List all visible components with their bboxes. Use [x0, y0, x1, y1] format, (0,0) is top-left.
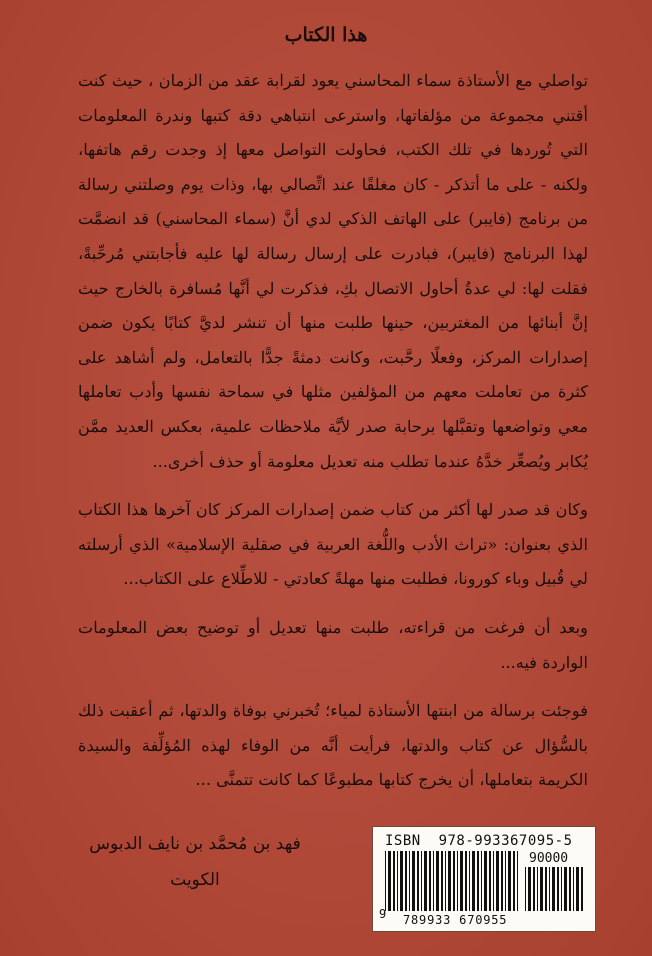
barcode-bar: [421, 851, 422, 911]
barcode-bar: [453, 851, 455, 911]
barcode-bar: [552, 867, 555, 911]
barcode-bar: [477, 851, 479, 911]
isbn-number: ISBN 978-993367095-5: [385, 833, 573, 849]
barcode-bar: [549, 867, 550, 911]
barcode-bar: [481, 851, 482, 911]
ean-barcode-icon: [385, 851, 519, 911]
barcode-bar: [545, 867, 547, 911]
barcode-bar: [457, 851, 458, 911]
barcode-bar: [493, 851, 494, 911]
barcode-bar: [417, 851, 419, 911]
barcode-bar: [525, 867, 526, 911]
barcode-bar: [400, 851, 403, 911]
barcode-bar: [460, 851, 463, 911]
barcode-bar: [564, 867, 567, 911]
barcode-bar: [388, 851, 391, 911]
barcode-bar: [393, 851, 395, 911]
barcode-bar: [448, 851, 451, 911]
barcode-bar: [513, 851, 515, 911]
barcode-bar: [533, 867, 535, 911]
barcode-bar: [436, 851, 439, 911]
barcode-bar: [569, 867, 571, 911]
barcode-bar: [576, 867, 579, 911]
isbn-barcode-label: [372, 826, 596, 932]
barcode-bar: [528, 867, 531, 911]
barcode-bar: [581, 867, 583, 911]
barcode-bar: [496, 851, 499, 911]
barcode-bar: [445, 851, 446, 911]
barcode-bar: [489, 851, 491, 911]
barcode-bar: [469, 851, 470, 911]
barcode-bar: [465, 851, 467, 911]
barcode-bar: [385, 851, 386, 911]
barcode-bar: [433, 851, 434, 911]
barcode-bar: [573, 867, 574, 911]
addon-barcode-icon: [525, 867, 583, 911]
barcode-bar: [501, 851, 503, 911]
cover-heading: هذا الكتاب: [284, 24, 368, 46]
barcode-bar: [409, 851, 410, 911]
barcode-bar: [508, 851, 511, 911]
barcode-bar: [405, 851, 407, 911]
blurb-paragraph: وكان قد صدر لها أكثر من كتاب ضمن إصدارات المركز كان آخرها هذا الكتاب الذي بعنوان: «تراث الأدب واللُّغة العربية في صقلية الإسلامية» الذي أرسلته لي قُبيل وباء كورونا، فطلبت منها مهلةً كعادتي - للاطِّلاع على الكتاب...: [78, 500, 588, 589]
blurb-paragraph: تواصلي مع الأستاذة سماء المحاسني يعود لقرابة عقد من الزمان ، حيث كنت أقتني مجموعة من مؤلفاتها، واسترعى انتباهي دقة كتبها وندرة المعلومات التي تُوردها في تلك الكتب، فحاولت التواصل معها إذ وجدت رقم هاتفها، ولكنه - على ما أتذكر - كان مغلقًا عند اتِّصالي بها، وذات يوم وصلتني رسالة من برنامج (فايبر) على الهاتف الذكي لدي أنَّ (سماء المحاسني) قد انضمَّت لهذا البرنامج (فايبر)، فبادرت على إرسال رسالة لها عليه فأجابتني مُرحِّبةً، فقلت لها: لي عدةُ أحاول الاتصال بكِ، فذكرت لي أنَّها مُسافرة بالخارج حيث إنَّ أبنائها من المغتربين، حينها طلبت منها أن تنشر لديَّ كتابًا يكون ضمن إصدارات المركز، وفعلًا رحَّبت، وكانت دمثةً جدًّا بالتعامل، ولم أشاهد على كثرة من تعاملت معهم من المؤلفين مثلها في سماحة نفسها وأدب تعاملها معي وتواضعها وتقبَّلها برحابة صدر لأيَّة ملاحظات علمية، بعكس العديد ممَّن يُكابر ويُصعِّر خدَّهُ عندما تطلب منه تعديل معلومة أو حذف أخرى...: [78, 71, 588, 471]
barcode-bar: [537, 867, 538, 911]
barcode-bar: [397, 851, 398, 911]
barcode-bar: [557, 867, 559, 911]
barcode-bar: [412, 851, 415, 911]
price-code: 90000: [529, 851, 569, 866]
barcode-bar: [505, 851, 506, 911]
signature-name: فهد بن مُحمَّد بن نايف الدبوس: [89, 834, 301, 854]
signature-country: الكويت: [170, 870, 220, 890]
blurb-text: [78, 64, 588, 798]
signature-block: [60, 826, 330, 898]
barcode-bar: [561, 867, 562, 911]
barcode-bar: [424, 851, 427, 911]
barcode-bar: [472, 851, 475, 911]
barcode-digits: 789933 670955: [403, 913, 508, 927]
blurb-paragraph: فوجئت برسالة من ابنتها الأستاذة لمياء؛ تُخبرني بوفاة والدتها، ثم أعقبت ذلك بالسُّؤال عن كتاب والدتها، فرأيت أنَّه من الوفاء لهذه المُؤلِّفة والسيدة الكريمة بتعاملها، أن يخرج كتابها مطبوعًا كما كانت تتمنَّى ...: [78, 701, 588, 790]
barcode-bar: [441, 851, 443, 911]
barcode-bar: [484, 851, 487, 911]
barcode-bar: [540, 867, 543, 911]
barcode-bar: [429, 851, 431, 911]
blurb-paragraph: وبعد أن فرغت من قراءته، طلبت منها تعديل أو توضيح بعض المعلومات الواردة فيه...: [78, 617, 588, 672]
barcode-lead-digit: 9: [379, 907, 387, 921]
barcode-bar: [517, 851, 518, 911]
